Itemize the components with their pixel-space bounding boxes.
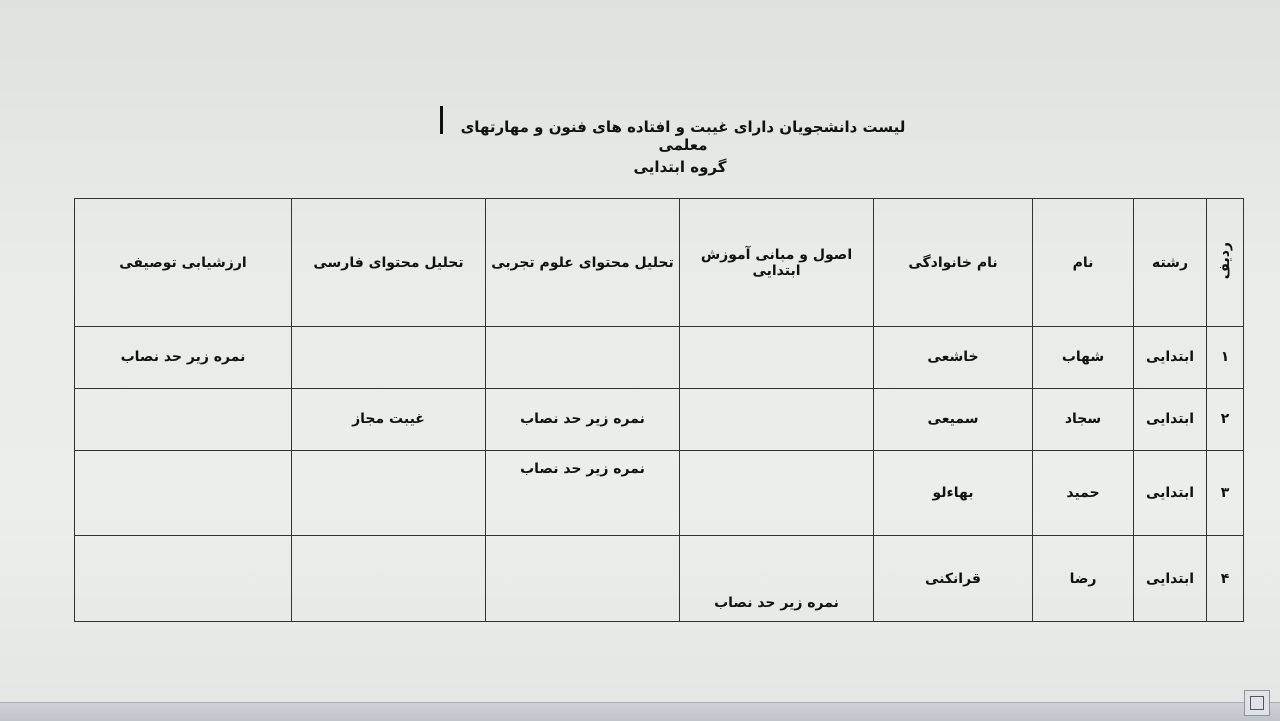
header-field: رشته <box>1134 199 1207 327</box>
cell-course-2: نمره زیر حد نصاب <box>486 450 680 536</box>
cell-course-3 <box>292 450 486 536</box>
cell-course-4 <box>75 450 292 536</box>
table-row <box>75 327 1244 389</box>
cell-field: ابتدایی <box>1134 327 1207 389</box>
table-row <box>75 536 1244 622</box>
cell-row-number: ۲ <box>1207 388 1244 450</box>
cell-family-name: قرانکنی <box>874 536 1033 622</box>
cell-course-4 <box>75 536 292 622</box>
header-family-name: نام خانوادگی <box>874 199 1033 327</box>
cell-course-3 <box>292 327 486 389</box>
cell-family-name: بهاءلو <box>874 450 1033 536</box>
cell-course-2 <box>486 536 680 622</box>
cell-name: حمید <box>1033 450 1134 536</box>
cell-course-3 <box>292 536 486 622</box>
cell-course-3: غیبت مجاز <box>292 388 486 450</box>
cell-family-name: سمیعی <box>874 388 1033 450</box>
cell-course-1 <box>680 327 874 389</box>
document-icon[interactable] <box>1244 690 1270 716</box>
header-course-2: تحلیل محتوای علوم تجربی <box>486 199 680 327</box>
cell-course-4 <box>75 388 292 450</box>
header-course-1: اصول و مبانی آموزش ابتدایی <box>680 199 874 327</box>
cell-row-number: ۳ <box>1207 450 1244 536</box>
text-cursor <box>440 106 443 134</box>
header-row-number: ردیف <box>1207 199 1244 327</box>
cell-row-number: ۱ <box>1207 327 1244 389</box>
header-course-3: تحلیل محتوای فارسی <box>292 199 486 327</box>
cell-row-number: ۴ <box>1207 536 1244 622</box>
cell-course-1 <box>680 388 874 450</box>
status-bar <box>0 702 1280 721</box>
table-row <box>75 450 1244 536</box>
cell-course-4: نمره زیر حد نصاب <box>75 327 292 389</box>
cell-family-name: خاشعی <box>874 327 1033 389</box>
cell-course-1 <box>680 450 874 536</box>
document-subtitle: گروه ابتدایی <box>633 158 727 176</box>
title-text: لیست دانشجویان دارای غیبت و افتاده های فنون و مهارتهای معلمی <box>460 118 906 154</box>
cell-course-2: نمره زیر حد نصاب <box>486 388 680 450</box>
cell-field: ابتدایی <box>1134 536 1207 622</box>
cell-field: ابتدایی <box>1134 450 1207 536</box>
students-table <box>74 198 1244 622</box>
cell-name: شهاب <box>1033 327 1134 389</box>
cell-course-1: نمره زیر حد نصاب <box>680 536 874 622</box>
cell-name: رضا <box>1033 536 1134 622</box>
cell-field: ابتدایی <box>1134 388 1207 450</box>
header-course-4: ارزشیابی توصیفی <box>75 199 292 327</box>
cell-name: سجاد <box>1033 388 1134 450</box>
table-header-row <box>75 199 1244 327</box>
header-name: نام <box>1033 199 1134 327</box>
table-row <box>75 388 1244 450</box>
cell-course-2 <box>486 327 680 389</box>
